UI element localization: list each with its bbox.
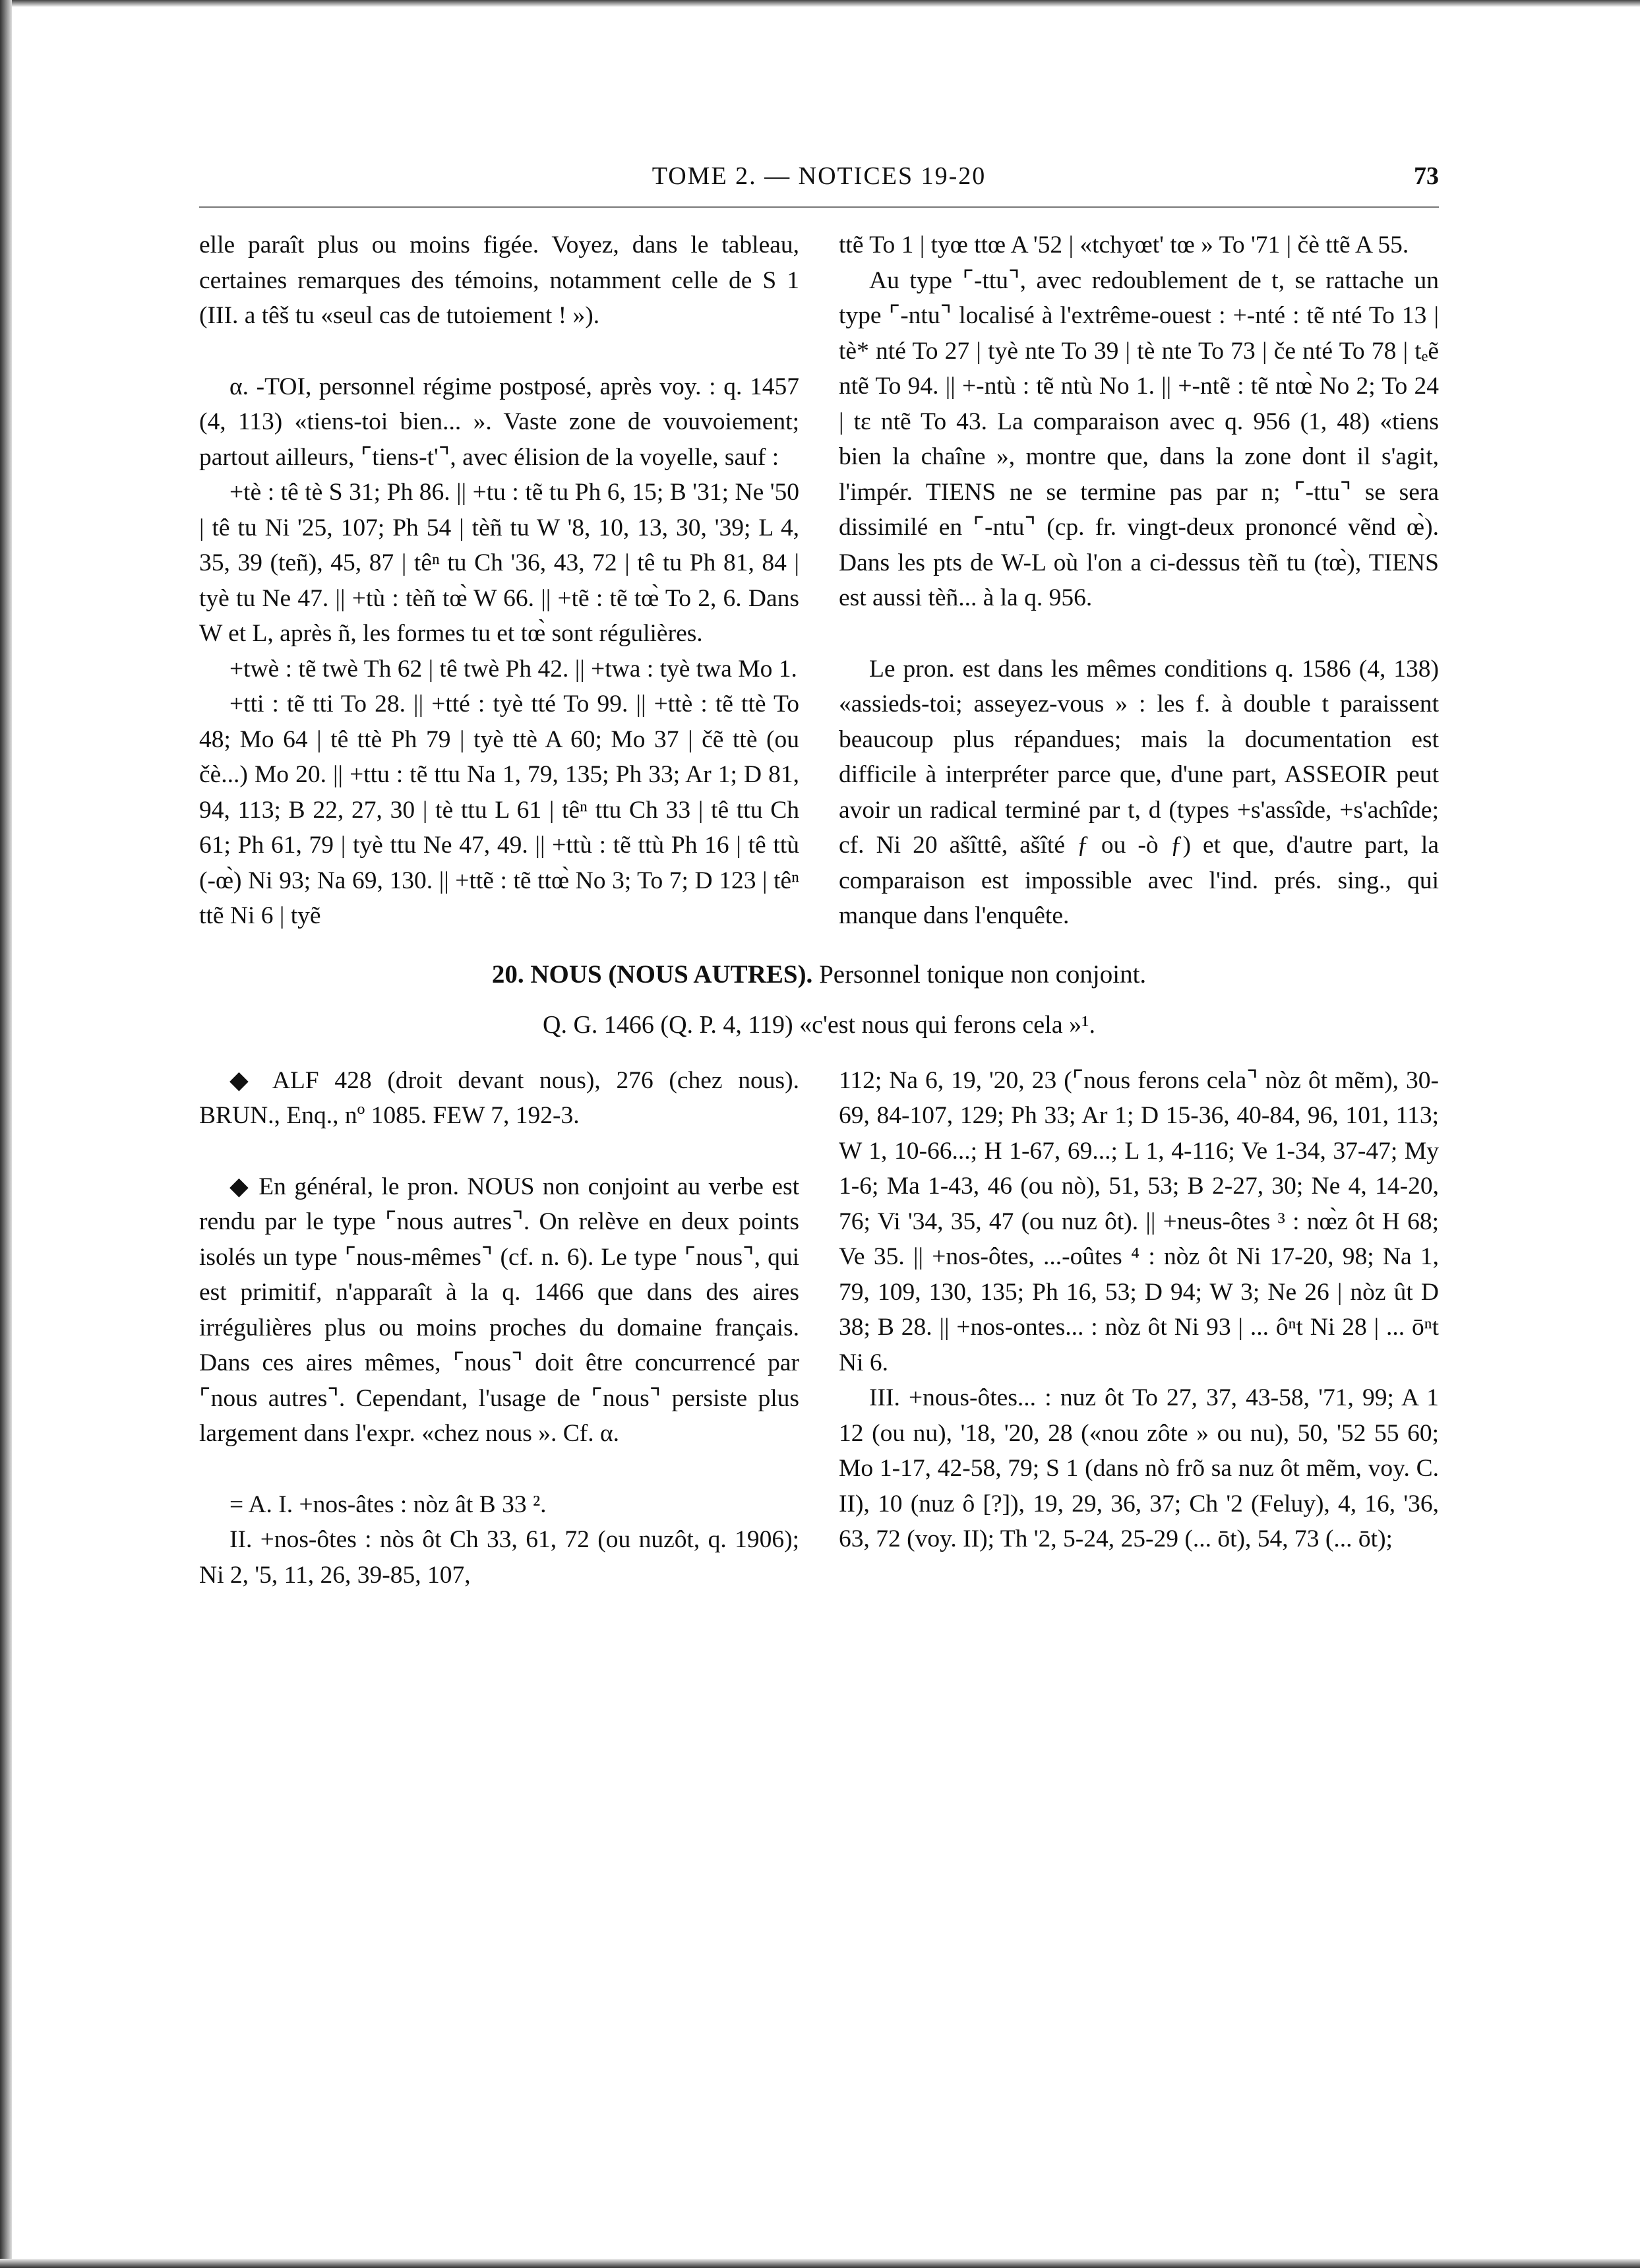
section-question: Q. G. 1466 (Q. P. 4, 119) «c'est nous qui ferons cela »¹.	[543, 1010, 1095, 1039]
paragraph: II. +nos-ôtes : nòs ôt Ch 33, 61, 72 (ou nuzôt, q. 1906); Ni 2, '5, 11, 26, 39-85, 107,	[199, 1526, 799, 1589]
spacer	[199, 1134, 799, 1169]
section-heading-title: 20. NOUS (NOUS AUTRES).	[491, 960, 813, 989]
spacer	[199, 334, 799, 369]
paragraph: Le pron. est dans les mêmes conditions q. 1586 (4, 138) «assieds-toi; asseyez-vous » : les f. à double t paraissent beaucoup plus répandues; mais la documentation est difficile à interpréter parce que, d'une part, ASSEOIR peut avoir un radical terminé par t, d (types +s'assîde, +s'achîde; cf. Ni 20 ašîttê, ašîté ƒ ou -ò ƒ) et que, d'autre part, la comparaison est impossible avec l'ind. prés. sing., qui manque dans l'enquête.	[839, 655, 1439, 929]
paragraph: α. -TOI, personnel régime postposé, après voy. : q. 1457 (4, 113) «tiens-toi bien... ». Vaste zone de vouvoiement; partout ailleurs, ⌜tiens-t'⌝, avec élision de la voyelle, sauf :	[199, 373, 799, 471]
page	[199, 162, 1439, 1593]
bottom-right-column	[839, 1063, 1439, 1593]
paragraph: ◆ ALF 428 (droit devant nous), 276 (chez nous). BRUN., Enq., nº 1085. FEW 7, 192-3.	[199, 1066, 799, 1129]
paragraph: ◆ En général, le pron. NOUS non conjoint au verbe est rendu par le type ⌜nous autres⌝. On relève en deux points isolés un type ⌜nous-mêmes⌝ (cf. n. 6). Le type ⌜nous⌝, qui est primitif, n'apparaît à la q. 1466 que dans des aires irrégulières plus ou moins proches du domaine français. Dans ces aires mêmes, ⌜nous⌝ doit être concurrencé par ⌜nous autres⌝. Cependant, l'usage de ⌜nous⌝ persiste plus largement dans l'expr. «chez nous ». Cf. α.	[199, 1173, 799, 1447]
bottom-columns	[199, 1063, 1439, 1593]
top-right-column	[839, 228, 1439, 934]
running-title: TOME 2. — NOTICES 19-20	[652, 162, 987, 190]
spacer	[199, 1452, 799, 1487]
scan-edge-left	[0, 0, 12, 2268]
section-heading	[199, 956, 1439, 993]
bottom-left-column	[199, 1063, 799, 1593]
section-heading-subtitle: Personnel tonique non conjoint.	[812, 960, 1147, 989]
paragraph: +twè : tẽ twè Th 62 | tê twè Ph 42. || +twa : tyè twa Mo 1.	[229, 655, 797, 683]
paragraph: Au type ⌜-ttu⌝, avec redoublement de t, se rattache un type ⌜-ntu⌝ localisé à l'extrême-ouest : +-nté : tẽ nté To 13 | tè* nté To 27 | tyè nte To 39 | tè nte To 73 | če nté To 78 | tₑẽ ntẽ To 94. || +-ntù : tẽ ntù No 1. || +-ntẽ : tẽ ntœ̀ No 2; To 24 | tɛ ntẽ To 43. La comparaison avec q. 956 (1, 48) «tiens bien la chaîne », montre que, dans la zone dont il s'agit, l'impér. TIENS ne se termine pas par n; ⌜-ttu⌝ se sera dissimilé en ⌜-ntu⌝ (cp. fr. vingt-deux prononcé vẽnd œ̀). Dans les pts de W-L où l'on a ci-dessus tèñ tu (tœ̀), TIENS est aussi tèñ... à la q. 956.	[839, 266, 1439, 611]
scan-edge-bottom	[0, 2259, 1640, 2268]
page-header	[199, 162, 1439, 201]
scan-edge-top	[0, 0, 1640, 7]
paragraph: III. +nous-ôtes... : nuz ôt To 27, 37, 43-58, '71, 99; A 1 12 (ou nu), '18, '20, 28 («nou zôte » ou nu), 50, '52 55 60; Mo 1-17, 42-58, 79; S 1 (dans nò frõ sa nuz ôt mẽm, voy. C. II), 10 (nuz ô [?]), 19, 29, 36, 37; Ch '2 (Feluy), 4, 16, '36, 63, 72 (voy. II); Th '2, 5-24, 25-29 (... ōt), 54, 73 (... ōt);	[839, 1384, 1439, 1552]
paragraph: +tè : tê tè S 31; Ph 86. || +tu : tẽ tu Ph 6, 15; B '31; Ne '50 | tê tu Ni '25, 107; Ph 54 | tèñ tu W '8, 10, 13, 30, '39; L 4, 35, 39 (teñ), 45, 87 | têⁿ tu Ch '36, 43, 72 | tê tu Ph 81, 84 | tyè tu Ne 47. || +tù : tèñ tœ̀ W 66. || +tẽ : tẽ tœ̀ To 2, 6. Dans W et L, après ñ, les formes tu et tœ̀ sont régulières.	[199, 479, 799, 647]
header-rule	[199, 206, 1439, 208]
paragraph: +tti : tẽ tti To 28. || +tté : tyè tté To 99. || +ttè : tẽ ttè To 48; Mo 64 | tê ttè Ph 79 | tyè ttè A 60; Mo 37 | čẽ ttè (ou čè...) Mo 20. || +ttu : tẽ ttu Na 1, 79, 135; Ph 33; Ar 1; D 81, 94, 113; B 22, 27, 30 | tè ttu L 61 | têⁿ ttu Ch 33 | tê ttu Ch 61; Ph 61, 79 | tyè ttu Ne 47, 49. || +ttù : tẽ ttù Ph 16 | tê ttù (-œ̀) Ni 93; Na 69, 130. || +ttẽ : tẽ ttœ̀ No 3; To 7; D 123 | têⁿ ttẽ Ni 6 | tyẽ	[199, 690, 799, 929]
top-columns	[199, 228, 1439, 934]
top-left-column	[199, 228, 799, 934]
spacer	[839, 616, 1439, 652]
page-number: 73	[1414, 162, 1439, 190]
paragraph: 112; Na 6, 19, '20, 23 (⌜nous ferons cela⌝ nòz ôt mẽm), 30-69, 84-107, 129; Ph 33; Ar 1; D 15-36, 40-84, 96, 101, 113; W 1, 10-66...; H 1-67, 69...; L 1, 4-116; Ve 1-34, 37-47; My 1-6; Ma 1-43, 46 (ou nò), 51, 53; B 2-27, 30; Ne 4, 14-20, 76; Vi '34, 35, 47 (ou nuz ôt). || +neus-ôtes ³ : nœ̀z ôt H 68; Ve 35. || +nos-ôtes, ...-oûtes ⁴ : nòz ôt Ni 17-20, 98; Na 1, 79, 109, 130, 135; Ph 16, 53; D 94; W 3; Ne 26 | nòz ût D 38; B 28. || +nos-ontes... : nòz ôt Ni 93 | ... ôⁿt Ni 28 | ... ōⁿt Ni 6.	[839, 1066, 1439, 1376]
paragraph: ttẽ To 1 | tyœ ttœ A '52 | «tchyœt' tœ » To '71 | čè ttẽ A 55.	[839, 231, 1409, 259]
paragraph: elle paraît plus ou moins figée. Voyez, dans le tableau, certaines remarques des témoins, notamment celle de S 1 (III. a têš tu «seul cas de tutoiement ! »).	[199, 231, 799, 329]
paragraph: = A. I. +nos-âtes : nòz ât B 33 ².	[229, 1490, 547, 1518]
